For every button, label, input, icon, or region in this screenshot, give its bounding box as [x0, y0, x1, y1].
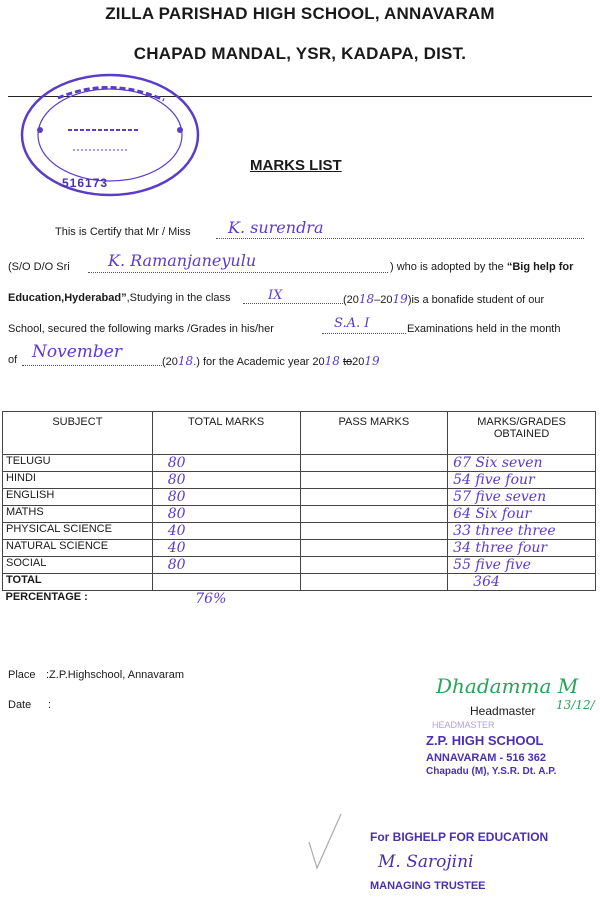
pass-marks-cell — [300, 489, 448, 506]
year-open: (20 — [343, 294, 359, 306]
subject-cell: SOCIAL — [3, 557, 153, 574]
pass-marks-cell — [300, 455, 448, 472]
percentage-value: 76% — [195, 591, 227, 607]
total-marks-cell: 80 — [167, 557, 186, 573]
year-from: 18 — [358, 292, 375, 306]
obtained-cell: 67 Six seven — [453, 455, 543, 471]
pass-marks-cell — [300, 557, 448, 574]
acad-to: 19 — [364, 354, 380, 368]
exam-field — [322, 316, 406, 334]
obtained-cell: 34 three four — [453, 540, 548, 556]
total-value: 364 — [473, 574, 500, 590]
pass-marks-cell — [300, 523, 448, 540]
marks-table — [2, 411, 596, 607]
header-pass-marks: PASS MARKS — [300, 412, 448, 455]
year-range — [343, 292, 544, 306]
obtained-cell: 33 three three — [453, 523, 556, 539]
student-name-field — [216, 218, 584, 239]
total-marks-cell: 80 — [167, 506, 186, 522]
month-year: 18 — [177, 354, 194, 368]
percentage-row — [3, 591, 596, 608]
so-do-label: (S/O D/O Sri — [8, 261, 70, 273]
subject-cell: MATHS — [3, 506, 153, 523]
place-value: :Z.P.Highschool, Annavaram — [46, 669, 184, 681]
header-obtained: MARKS/GRADES OBTAINED — [448, 412, 596, 455]
signature-date: 13/12/ — [556, 698, 595, 712]
trustee-title: MANAGING TRUSTEE — [370, 880, 486, 892]
class-value: IX — [268, 288, 283, 303]
total-marks-cell: 80 — [167, 455, 186, 471]
subject-cell: HINDI — [3, 472, 153, 489]
acad-from: 18 — [324, 354, 340, 368]
obtained-cell: 55 five five — [453, 557, 531, 573]
year-dash: –20 — [374, 294, 393, 306]
total-label: TOTAL — [3, 574, 153, 591]
certify-line — [55, 226, 191, 238]
table-row — [3, 506, 596, 523]
headmaster-label: Headmaster — [470, 704, 536, 718]
stamp-school: Z.P. HIGH SCHOOL — [426, 733, 544, 748]
acad-to-prefix: 20 — [352, 356, 365, 368]
of-label: of — [8, 354, 18, 366]
subject-cell: NATURAL SCIENCE — [3, 540, 153, 557]
secured-text: School, secured the following marks /Grades in his/her — [8, 323, 274, 335]
academic-year-line — [162, 354, 380, 368]
subject-cell: PHYSICAL SCIENCE — [3, 523, 153, 540]
acad-to-word: to — [342, 356, 353, 368]
percentage-label: PERCENTAGE : — [5, 591, 88, 603]
table-row — [3, 523, 596, 540]
student-name: K. surendra — [228, 218, 324, 237]
subject-cell: TELUGU — [3, 455, 153, 472]
table-row — [3, 540, 596, 557]
header-total-marks: TOTAL MARKS — [152, 412, 300, 455]
stamp-village: ANNAVARAM - 516 362 — [426, 752, 547, 764]
certify-prefix: This is Certify that Mr / Miss — [55, 226, 191, 238]
total-marks-cell: 40 — [167, 540, 186, 556]
total-marks-cell: 80 — [167, 489, 186, 505]
exam-value: S.A. I — [334, 316, 370, 331]
studying-text: ,Studying in the class — [126, 292, 231, 304]
org-name-line2: Education,Hyderabad” — [8, 292, 127, 304]
exam-suffix: Examinations held in the month — [407, 323, 561, 335]
class-field — [243, 290, 343, 304]
pass-marks-cell — [300, 506, 448, 523]
school-name: ZILLA PARISHAD HIGH SCHOOL, ANNAVARAM — [105, 4, 495, 23]
place-label: Place — [8, 669, 36, 681]
pass-marks-cell — [300, 540, 448, 557]
date-value: : — [48, 699, 52, 711]
table-row — [3, 455, 596, 472]
total-row — [3, 574, 596, 591]
date-label: Date — [8, 699, 32, 711]
table-row — [3, 557, 596, 574]
parent-name-field — [88, 251, 388, 273]
adopted-text: ) who is adopted by the — [390, 261, 504, 273]
tick-mark — [305, 812, 345, 872]
trustee-signature: M. Sarojini — [378, 852, 474, 872]
studying-line — [8, 292, 231, 304]
bonafide-text: )is a bonafide student of our — [407, 294, 545, 306]
school-round-stamp — [18, 70, 203, 200]
obtained-cell: 57 five seven — [453, 489, 547, 505]
org-name-quoted: “Big help for — [506, 261, 574, 273]
year-to: 19 — [392, 292, 408, 306]
subject-cell: ENGLISH — [3, 489, 153, 506]
table-row — [3, 472, 596, 489]
school-address: CHAPAD MANDAL, YSR, KADAPA, DIST. — [133, 44, 467, 63]
total-marks-cell: 40 — [167, 523, 186, 539]
obtained-cell: 64 Six four — [453, 506, 532, 522]
obtained-cell: 54 five four — [453, 472, 535, 488]
total-marks-cell: 80 — [167, 472, 186, 488]
header-subject: SUBJECT — [3, 412, 153, 455]
stamp-headmaster: HEADMASTER — [432, 720, 495, 730]
academic-text: .) for the Academic year 20 — [193, 356, 325, 368]
adopted-line — [390, 261, 573, 273]
month-value: November — [32, 342, 122, 362]
pass-marks-cell — [300, 472, 448, 489]
month-field — [22, 342, 162, 366]
marks-list-title: MARKS LIST — [250, 157, 342, 174]
month-year-open: (20 — [162, 356, 178, 368]
parent-name: K. Ramanjaneyulu — [108, 251, 257, 270]
headmaster-signature: Dhadamma M — [436, 674, 579, 698]
table-row — [3, 489, 596, 506]
round-stamp-pin: 516173 — [62, 176, 109, 190]
stamp-district: Chapadu (M), Y.S.R. Dt. A.P. — [426, 766, 557, 777]
table-header-row — [3, 412, 596, 455]
trust-name: For BIGHELP FOR EDUCATION — [370, 830, 549, 844]
